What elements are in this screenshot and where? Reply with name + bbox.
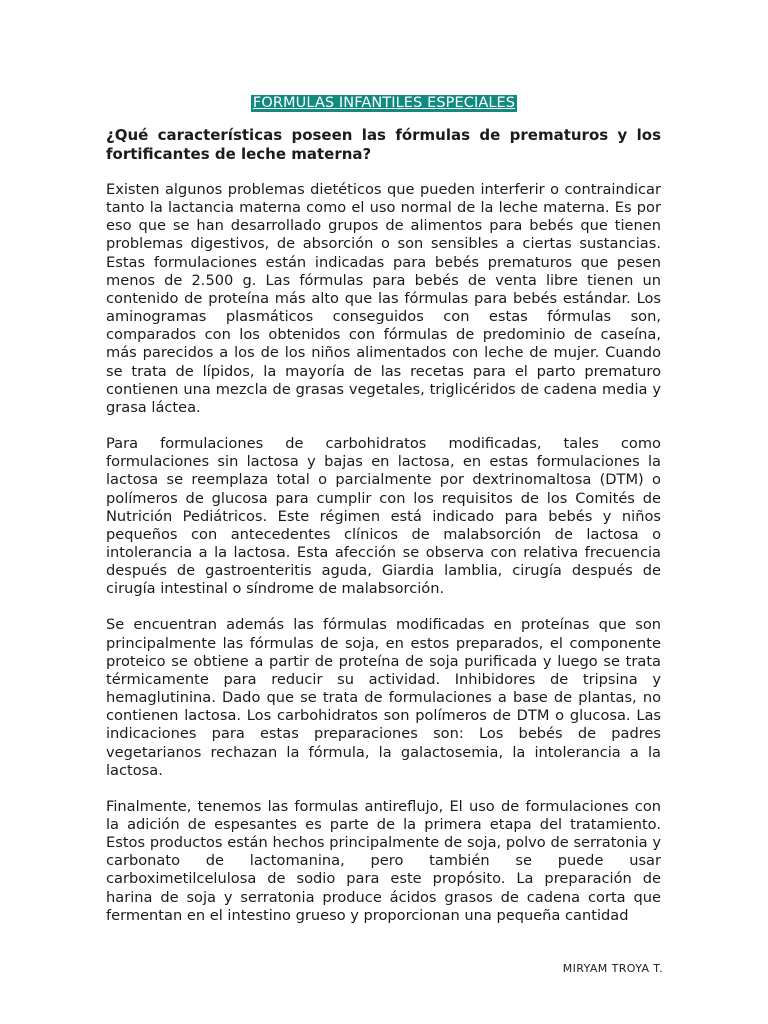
paragraph-3: Se encuentran además las fórmulas modificadas en proteínas que son principalmente las fórmulas de soja, en estos preparados, el componente proteico se obtiene a partir de proteína de soja purificada y luego se trata térmicamente para reducir su actividad. Inhibidores de tripsina y hemaglutinina. Dado que se trata de formulaciones a base de plantas, no contienen lactosa. Los carbohidratos son polímeros de DTM o glucosa. Las indicaciones para estas preparaciones son: Los bebés de padres vegetarianos rechazan la fórmula, la galactosemia, la intolerancia a la lactosa.	[106, 616, 661, 779]
document-title: FORMULAS INFANTILES ESPECIALES	[252, 95, 516, 111]
title-container	[0, 92, 768, 112]
paragraph-4: Finalmente, tenemos las formulas antireflujo, El uso de formulaciones con la adición de espesantes es parte de la primera etapa del tratamiento. Estos productos están hechos principalmente de soja, polvo de serratonia y carbonato de lactomanina, pero también se puede usar carboximetilcelulosa de sodio para este propósito. La preparación de harina de soja y serratonia produce ácidos grasos de cadena corta que fermentan en el intestino grueso y proporcionan una pequeña cantidad	[106, 797, 661, 924]
section-question-heading: ¿Qué características poseen las fórmulas de prematuros y los fortificantes de leche materna?	[106, 126, 661, 163]
document-body	[106, 126, 661, 925]
paragraph-2: Para formulaciones de carbohidratos modificadas, tales como formulaciones sin lactosa y bajas en lactosa, en estas formulaciones la lactosa se reemplaza total o parcialmente por dextrinomaltosa (DTM) o polímeros de glucosa para cumplir con los requisitos de los Comités de Nutrición Pediátricos. Este régimen está indicado para bebés y niños pequeños con antecedentes clínicos de malabsorción de lactosa o intolerancia a la lactosa. Esta afección se observa con relativa frecuencia después de gastroenteritis aguda, Giardia lamblia, cirugía después de cirugía intestinal o síndrome de malabsorción.	[106, 435, 661, 598]
author-footer: MIRYAM TROYA T.	[562, 962, 663, 975]
paragraph-1: Existen algunos problemas dietéticos que pueden interferir o contraindicar tanto la lactancia materna como el uso normal de la leche materna. Es por eso que se han desarrollado grupos de alimentos para bebés que tienen problemas digestivos, de absorción o son sensibles a ciertas sustancias. Estas formulaciones están indicadas para bebés prematuros que pesen menos de 2.500 g. Las fórmulas para bebés de venta libre tienen un contenido de proteína más alto que las fórmulas para bebés estándar. Los aminogramas plasmáticos conseguidos con estas fórmulas son, comparados con los obtenidos con fórmulas de predominio de caseína, más parecidos a los de los niños alimentados con leche de mujer. Cuando se trata de lípidos, la mayoría de las recetas para el parto prematuro contienen una mezcla de grasas vegetales, triglicéridos de cadena media y grasa láctea.	[106, 181, 661, 416]
